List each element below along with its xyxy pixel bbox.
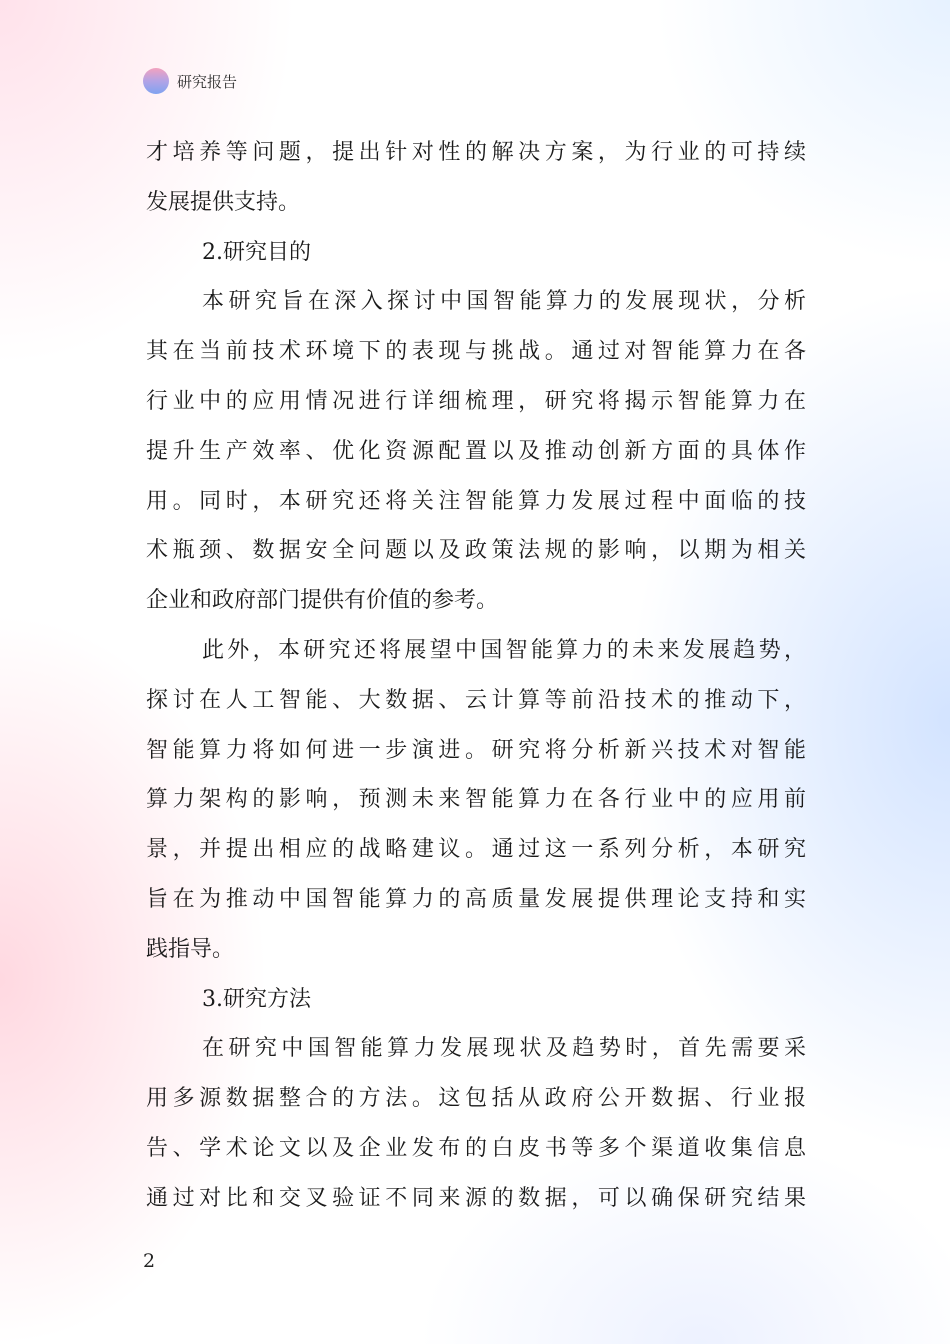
text-line: 本研究旨在深入探讨中国智能算力的发展现状，分析 <box>202 289 806 315</box>
report-logo-icon <box>143 68 169 94</box>
text-line: 行业中的应用情况进行详细梳理，研究将揭示智能算力在 <box>146 388 806 414</box>
text-line: 景，并提出相应的战略建议。通过这一系列分析，本研究 <box>146 837 806 863</box>
text-line: 算力架构的影响，预测未来智能算力在各行业中的应用前 <box>146 787 806 813</box>
text-line: 才培养等问题，提出针对性的解决方案，为行业的可持续 <box>146 140 806 165</box>
section-heading: 2.研究目的 <box>202 239 311 265</box>
text-line: 用多源数据整合的方法。这包括从政府公开数据、行业报 <box>146 1086 806 1112</box>
header-label: 研究报告 <box>177 72 238 91</box>
text-line: 旨在为推动中国智能算力的高质量发展提供理论支持和实 <box>146 886 806 912</box>
document-body <box>146 128 806 1224</box>
section-heading: 3.研究方法 <box>202 986 311 1012</box>
text-line: 发展提供支持。 <box>146 189 301 215</box>
text-line: 术瓶颈、数据安全问题以及政策法规的影响，以期为相关 <box>146 538 806 564</box>
text-line: 智能算力将如何进一步演进。研究将分析新兴技术对智能 <box>146 737 806 763</box>
text-line: 此外，本研究还将展望中国智能算力的未来发展趋势， <box>202 637 806 663</box>
text-line: 企业和政府部门提供有价值的参考。 <box>146 588 499 614</box>
text-line: 践指导。 <box>146 936 235 962</box>
page-number: 2 <box>143 1250 156 1272</box>
report-header <box>143 66 237 96</box>
text-line: 告、学术论文以及企业发布的白皮书等多个渠道收集信息 <box>146 1135 806 1161</box>
text-line: 通过对比和交叉验证不同来源的数据，可以确保研究结果 <box>146 1185 806 1211</box>
text-line: 其在当前技术环境下的表现与挑战。通过对智能算力在各 <box>146 339 806 365</box>
text-line: 探讨在人工智能、大数据、云计算等前沿技术的推动下， <box>146 687 806 713</box>
text-line: 在研究中国智能算力发展现状及趋势时，首先需要采 <box>202 1036 806 1062</box>
text-line: 提升生产效率、优化资源配置以及推动创新方面的具体作 <box>146 438 806 464</box>
text-line: 用。同时，本研究还将关注智能算力发展过程中面临的技 <box>146 488 806 514</box>
